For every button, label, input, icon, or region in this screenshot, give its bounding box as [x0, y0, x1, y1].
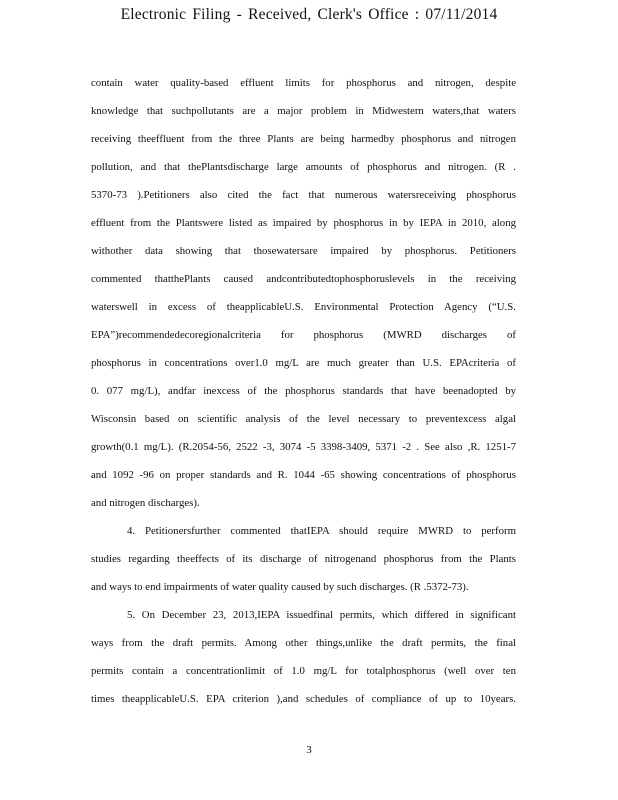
- body-line: withother data showing that thosewatersare impaired by phosphorus. Petitioners: [91, 245, 516, 257]
- body-line: and nitrogen discharges).: [91, 497, 200, 509]
- paragraph-4-line: 4. Petitionersfurther commented thatIEPA should require MWRD to perform: [127, 525, 516, 537]
- body-line: times theapplicableU.S. EPA criterion ),and schedules of compliance of up to 10years.: [91, 693, 516, 705]
- body-line: 0. 077 mg/L), andfar inexcess of the phosphorus standards that have beenadopted by: [91, 385, 516, 397]
- body-line: contain water quality-based effluent limits for phosphorus and nitrogen, despite: [91, 77, 516, 89]
- body-line: studies regarding theeffects of its discharge of nitrogenand phosphorus from the Plants: [91, 553, 516, 565]
- body-line: and 1092 -96 on proper standards and R. 1044 -65 showing concentrations of phosphorus: [91, 469, 516, 481]
- page-number: 3: [306, 744, 312, 756]
- body-line: ways from the draft permits. Among other things,unlike the draft permits, the final: [91, 637, 516, 649]
- body-line: waterswell in excess of theapplicableU.S. Environmental Protection Agency (“U.S.: [91, 301, 516, 313]
- body-line: Wisconsin based on scientific analysis of the level necessary to preventexcess algal: [91, 413, 516, 425]
- document-body: [91, 69, 516, 713]
- filing-header: Electronic Filing - Received, Clerk's Office : 07/11/2014: [120, 6, 498, 23]
- body-line: receiving theeffluent from the three Plants are being harmedby phosphorus and nitrogen: [91, 133, 516, 145]
- body-line: and ways to end impairments of water quality caused by such discharges. (R .5372-73).: [91, 581, 469, 593]
- body-line: growth(0.1 mg/L). (R.2054-56, 2522 -3, 3074 -5 3398-3409, 5371 -2 . See also ,R. 1251-7: [91, 441, 516, 453]
- body-line: permits contain a concentrationlimit of 1.0 mg/L for totalphosphorus (well over ten: [91, 665, 516, 677]
- paragraph-5-line: 5. On December 23, 2013,IEPA issuedfinal permits, which differed in significant: [127, 609, 516, 621]
- body-line: commented thatthePlants caused andcontributedtophosphoruslevels in the receiving: [91, 273, 516, 285]
- body-line: pollution, and that thePlantsdischarge large amounts of phosphorus and nitrogen. (R .: [91, 161, 516, 173]
- body-line: 5370-73 ).Petitioners also cited the fact that numerous watersreceiving phosphorus: [91, 189, 516, 201]
- body-line: phosphorus in concentrations over1.0 mg/L are much greater than U.S. EPAcriteria of: [91, 357, 516, 369]
- body-line: effluent from the Plantswere listed as impaired by phosphorus in by IEPA in 2010, along: [91, 217, 516, 229]
- body-line: knowledge that suchpollutants are a major problem in Midwestern waters,that waters: [91, 105, 516, 117]
- body-line: EPA”)recommendedecoregionalcriteria for phosphorus (MWRD discharges of: [91, 329, 516, 341]
